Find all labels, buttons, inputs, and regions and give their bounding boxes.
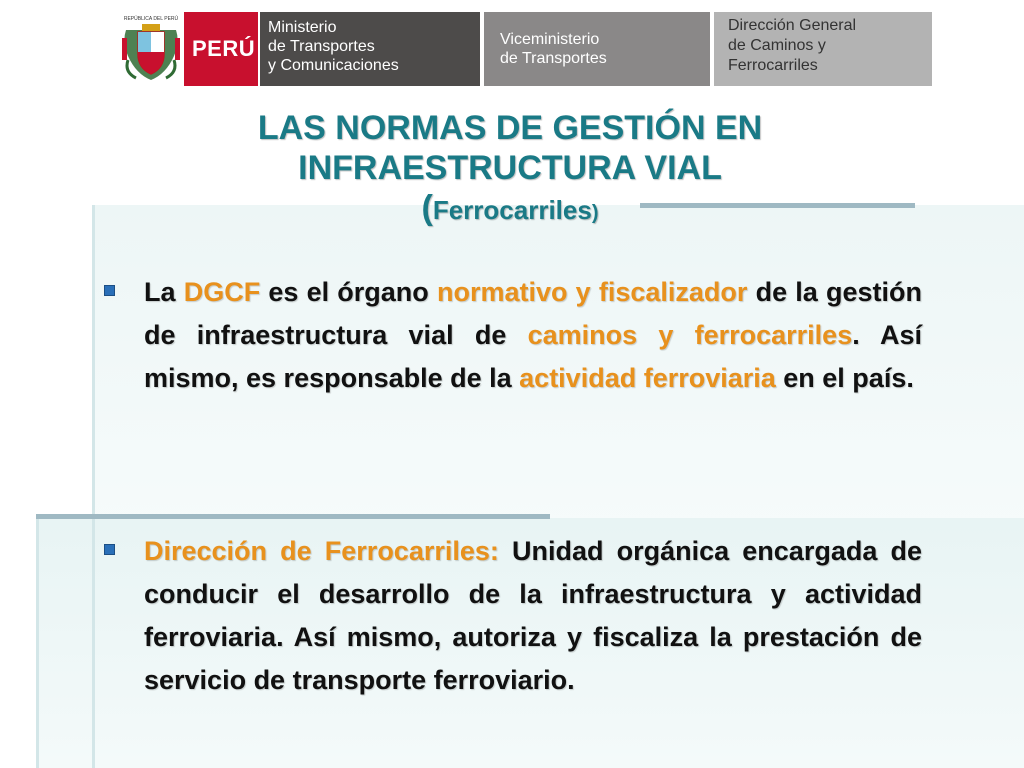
decorative-line [36, 518, 39, 768]
bullet-item [104, 530, 922, 702]
bullet-text [144, 271, 922, 400]
text-segment: Unidad orgánica encargada de conducir el desarrollo de la infraestructura y actividad ferroviaria. Así mismo, autoriza y fiscaliza la prestación de servicio de transporte ferroviario. [144, 536, 922, 695]
highlight-segment: Dirección de Ferrocarriles: [144, 536, 499, 566]
direction-line: Dirección General [728, 17, 857, 34]
highlight-segment: normativo y fiscalizador [436, 277, 748, 307]
svg-text:REPÚBLICA DEL PERÚ: REPÚBLICA DEL PERÚ [123, 16, 179, 22]
slide-title [150, 108, 870, 233]
subtitle-text: Ferrocarriles [432, 195, 592, 225]
direction-box [714, 12, 932, 86]
subtitle-open-paren: ( [421, 189, 433, 227]
direction-line: Ferrocarriles [728, 57, 818, 74]
subtitle-close-paren: ) [591, 202, 599, 224]
text-segment: de la gestión de infraestructura vial de [144, 277, 922, 350]
decorative-rule [36, 514, 550, 519]
highlight-segment: DGCF [183, 277, 261, 307]
direction-line: de Caminos y [728, 37, 826, 54]
title-line: LAS NORMAS DE GESTIÓN EN [257, 109, 763, 147]
highlight-segment: actividad ferroviaria [519, 363, 776, 393]
bullet-item [104, 271, 922, 400]
title-line: INFRAESTRUCTURA VIAL [298, 149, 722, 187]
text-segment: es el órgano [260, 277, 437, 307]
decorative-line [92, 205, 95, 768]
viceministry-box [484, 12, 710, 86]
title-subtitle [150, 188, 870, 233]
text-segment: . Así mismo, es responsable de la [144, 320, 922, 393]
coat-of-arms-icon [118, 12, 184, 86]
text-segment: en el país. [775, 363, 914, 393]
ministry-line: de Transportes [268, 38, 375, 55]
ministry-box [260, 12, 480, 86]
country-label: PERÚ [192, 36, 256, 61]
viceministry-line: Viceministerio [500, 31, 600, 48]
highlight-segment: caminos y ferrocarriles [527, 320, 853, 350]
square-bullet-icon [104, 285, 115, 296]
viceministry-line: de Transportes [500, 50, 607, 67]
ministry-line: y Comunicaciones [268, 57, 399, 74]
ministry-line: Ministerio [268, 19, 337, 36]
text-segment: La [144, 277, 184, 307]
square-bullet-icon [104, 544, 115, 555]
bullet-text [144, 530, 922, 702]
